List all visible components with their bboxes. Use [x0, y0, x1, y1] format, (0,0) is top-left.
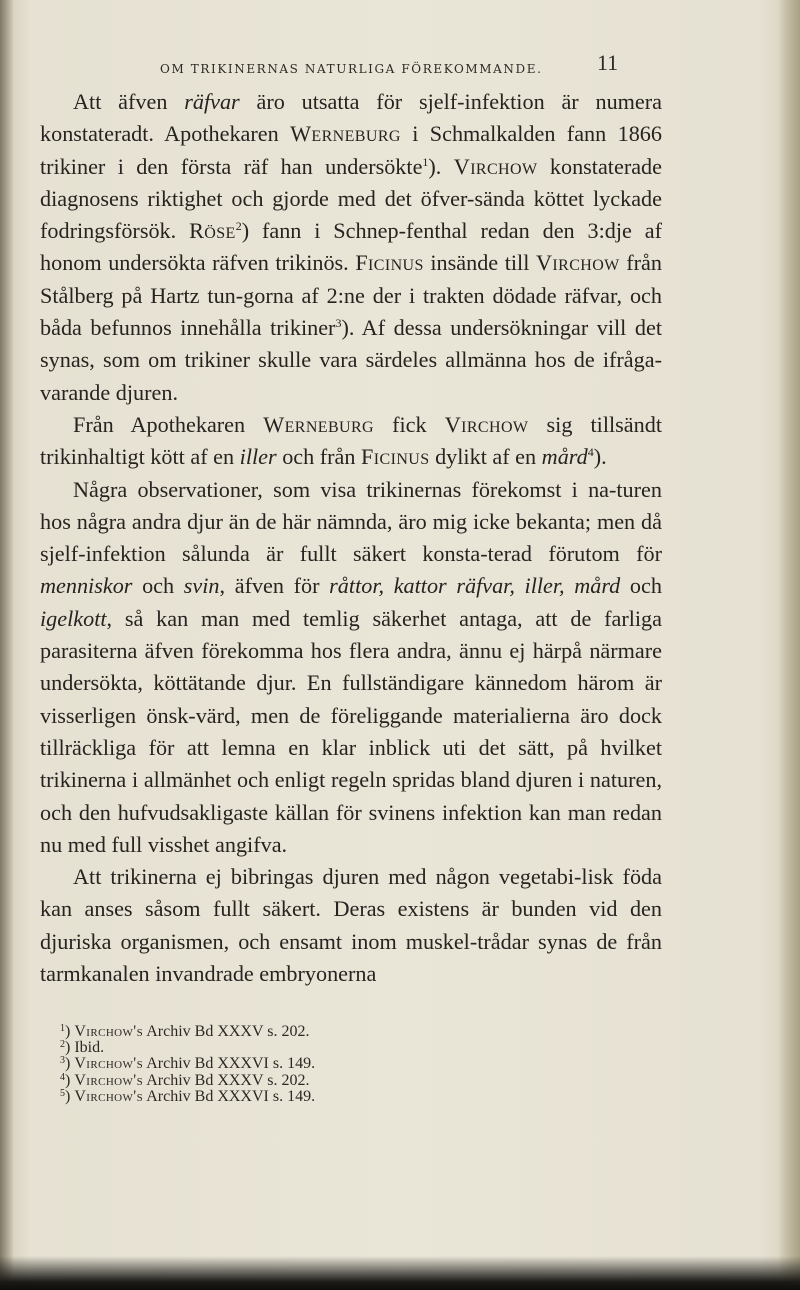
footnote-number: 3: [60, 1055, 65, 1067]
text-run: i Schmalkalden fann 1866 trikiner i den första räf han undersökte: [40, 121, 662, 179]
footnote-text: Ibid.: [70, 1039, 105, 1057]
footnote-author: Virchow's: [74, 1071, 144, 1089]
text-run: Några observationer, som visa trikinernas förekomst i na-turen hos några andra djur än de här nämnda, äro mig icke bekanta; men då sjelf-infektion sålunda är fullt säkert konsta-terad förutom för: [40, 476, 662, 567]
text-run: insände till: [423, 250, 536, 276]
author-name: Ficinus: [355, 250, 424, 276]
footnote-ref: 3: [335, 316, 342, 331]
footnote-ref: 4: [587, 445, 594, 460]
footnote-text: Archiv Bd XXXV s. 202.: [143, 1071, 310, 1089]
author-name: Virchow: [535, 250, 620, 276]
italic-term: igelkott: [40, 605, 107, 631]
footnote-number: 4: [60, 1071, 65, 1083]
italic-term: råttor, kattor räfvar, iller, mård: [329, 573, 621, 599]
paragraph-2: [40, 409, 662, 474]
text-run: Från Apothekaren: [73, 411, 264, 437]
author-name: Ficinus: [361, 444, 430, 470]
author-name: Werneburg: [263, 411, 375, 437]
text-run: och: [132, 573, 184, 599]
author-name: Virchow: [453, 153, 538, 179]
text-run: äro utsatta för sjelf-infektion är numera konstateradt. Apothekaren: [40, 89, 663, 147]
body-text: [40, 86, 662, 990]
text-run: Att äfven: [73, 89, 185, 114]
paragraph-1: [40, 86, 662, 409]
text-run: Att trikinerna ej bibringas djuren med någon vegetabi-lisk föda kan anses såsom fullt säkert. Deras existens är bunden vid den djuriska organismen, och ensamt inom muskel-trådar synas de från tarmkanalen invandrade embryonerna: [40, 864, 662, 987]
footnote-number: 2: [60, 1039, 65, 1051]
text-run: ). Af dessa undersökningar vill det synas, som om trikiner skulle vara särdeles allmänna hos de ifråga-varande djuren.: [40, 315, 662, 405]
text-run: fick: [374, 411, 445, 437]
paragraph-4: [40, 861, 662, 990]
text-run: konstaterade diagnosens riktighet och gjorde med det öfver-sända köttet lyckade fodringsförsök.: [40, 153, 662, 244]
text-run: dylikt af en: [429, 444, 542, 470]
italic-term: räfvar: [184, 89, 240, 114]
footnote-number: 1: [60, 1023, 65, 1034]
footnote-author: Virchow's: [74, 1087, 144, 1105]
italic-term: svin: [183, 573, 220, 599]
footnote-2: $^2$) Ibid.: [60, 1039, 105, 1057]
paragraph-3: [40, 474, 662, 862]
page-number: 11: [597, 50, 619, 75]
page-header: [0, 50, 800, 80]
text-run: sig tillsändt trikinhaltigt kött af en: [40, 411, 662, 470]
footnote-1: $^1$) Virchow's Archiv Bd XXXV s. 202.: [60, 1023, 310, 1040]
footnote-text: Archiv Bd XXXVI s. 149.: [143, 1087, 316, 1105]
footnote-text: Archiv Bd XXXVI s. 149.: [143, 1055, 316, 1073]
footnote-text: Archiv Bd XXXV s. 202.: [143, 1023, 310, 1040]
text-run: från Stålberg på Hartz tun-gorna af 2:ne der i trakten dödade räfvar, och båda befunnos innehålla trikiner: [40, 250, 662, 341]
page-edge-shadow: [778, 0, 800, 1290]
text-run: , så kan man med temlig säkerhet antaga, att de farliga parasiterna äfven förekomma hos flera andra, ännu ej härpå närmare undersökta, köttätande djur. En fullständigare kännedom härom är visserligen önsk-värd, men de föreliggande materialierna äro dock tillräckliga för att lemna en klar inblick uti det sätt, på hvilket trikinerna i allmänhet och enligt regeln spridas bland djuren i naturen, och den hufvudsakligaste källan för svinens infektion kan man redan nu med full visshet angifva.: [40, 605, 662, 857]
text-run: ).: [593, 444, 607, 470]
footnote-4: $^4$) Virchow's Archiv Bd XXXV s. 202.: [60, 1071, 310, 1089]
text-run: ).: [428, 153, 454, 179]
italic-term: mård: [541, 444, 588, 470]
author-name: Virchow: [444, 411, 529, 437]
footnote-author: Virchow's: [74, 1055, 144, 1073]
text-run: och: [620, 573, 662, 599]
footnote-5: $^5$) Virchow's Archiv Bd XXXVI s. 149.: [60, 1087, 316, 1105]
footnote-ref: 2: [235, 219, 242, 234]
footnote-number: 5: [60, 1087, 65, 1099]
binding-shadow: [0, 1256, 800, 1290]
page-gutter-shadow: [0, 0, 14, 1290]
footnote-3: $^3$) Virchow's Archiv Bd XXXVI s. 149.: [60, 1055, 316, 1073]
text-run: och från: [276, 444, 362, 470]
running-title: OM TRIKINERNAS NATURLIGA FÖREKOMMANDE.: [160, 62, 543, 76]
footnote-author: Virchow's: [74, 1023, 144, 1040]
italic-term: menniskor: [40, 573, 133, 599]
author-name: Werneburg: [290, 121, 401, 147]
text-run: ) fann i Schnep-fenthal redan den 3:dje af honom undersökta räfven trikinös.: [40, 218, 662, 276]
footnotes: [60, 1024, 580, 1105]
italic-term: iller: [239, 444, 277, 470]
footnote-ref: 1: [422, 154, 429, 169]
author-name: Röse: [189, 218, 236, 244]
text-run: , äfven för: [219, 573, 330, 599]
